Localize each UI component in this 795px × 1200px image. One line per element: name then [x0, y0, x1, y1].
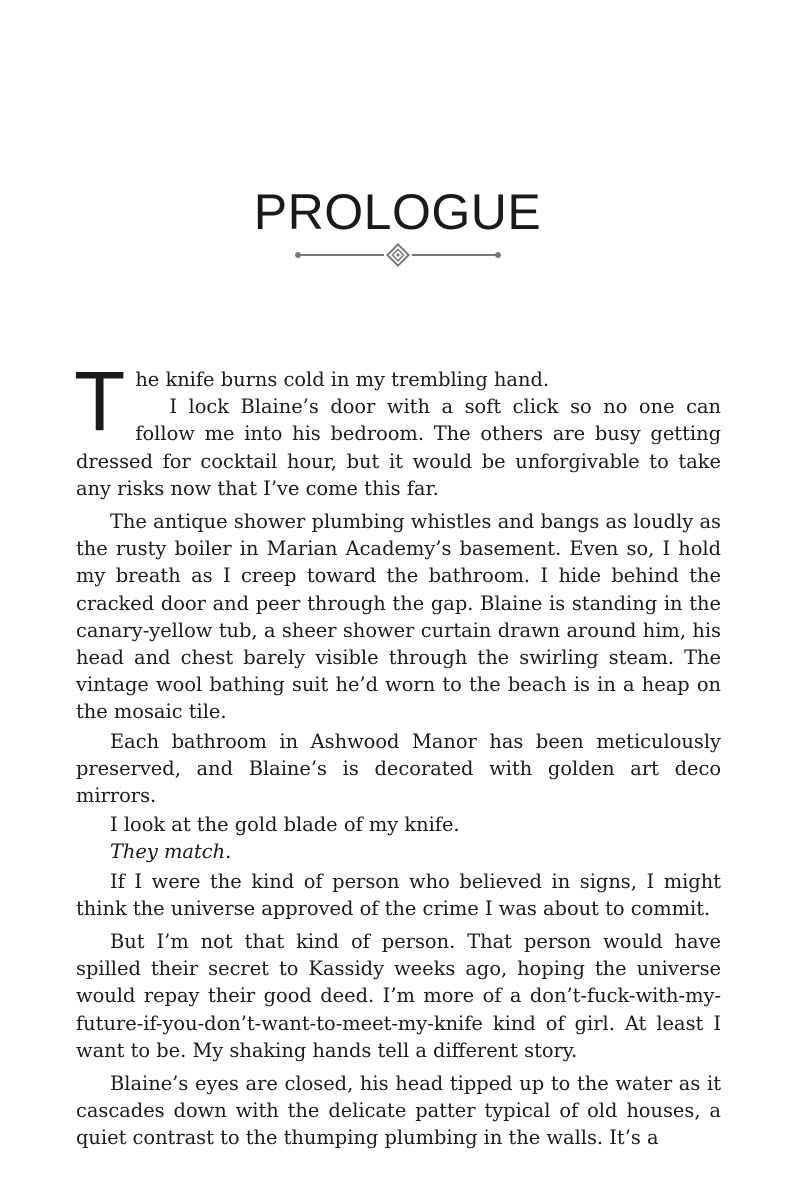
paragraph-2: The antique shower plumbing whistles and bangs as loudly as the rusty boiler in Marian Academy’s basement. Even so, I hold my breath as I creep toward the bathroom. I hide behind the cracked door and peer through the gap. Blaine is standing in the canary-yellow tub, a sheer shower curtain drawn around him, his head and chest barely visible through the swirling steam. The vintage wool bathing suit he’d worn to the beach is in a heap on the mosaic tile. — [76, 510, 721, 724]
paragraph-1 — [74, 354, 721, 502]
paragraph-4: I look at the gold blade of my knife. — [110, 813, 460, 837]
paragraph-6: If I were the kind of person who believed in signs, I might think the universe approved of the crime I was about to commit. — [76, 869, 721, 920]
ornament-dot-right — [495, 252, 501, 258]
drop-cap: T — [74, 354, 126, 448]
paragraph-5: They match. — [110, 840, 232, 864]
paragraph-1-line-1: he knife burns cold in my trembling hand. — [135, 368, 550, 391]
chapter-title: PROLOGUE — [253, 184, 542, 240]
paragraph-8: Blaine’s eyes are closed, his head tipped up to the water as it cascades down with the delicate patter typical of old houses, a quiet contrast to the thumping plumbing in the walls. It’s a — [76, 1072, 721, 1150]
paragraph-3: Each bathroom in Ashwood Manor has been meticulously preserved, and Blaine’s is decorated with golden art deco mirrors. — [76, 729, 721, 808]
ornament-dot-left — [295, 252, 301, 258]
paragraph-1-rest: I lock Blaine’s door with a soft click so no one can follow me into his bedroom. The others are busy getting dressed for cocktail hour, but it would be unforgivable to take any risks now that I’ve come this far. — [76, 395, 721, 500]
body-text — [74, 354, 721, 1152]
ornament-divider — [292, 240, 504, 270]
paragraph-7: But I’m not that kind of person. That person would have spilled their secret to Kassidy weeks ago, hoping the universe would repay their good deed. I’m more of a don’t-fuck-with-my-future-if-you-don’t-want-to-meet-my-knife kind of girl. At least I want to be. My shaking hands tell a different story. — [76, 930, 721, 1062]
ornament-diamond-center — [397, 254, 400, 257]
